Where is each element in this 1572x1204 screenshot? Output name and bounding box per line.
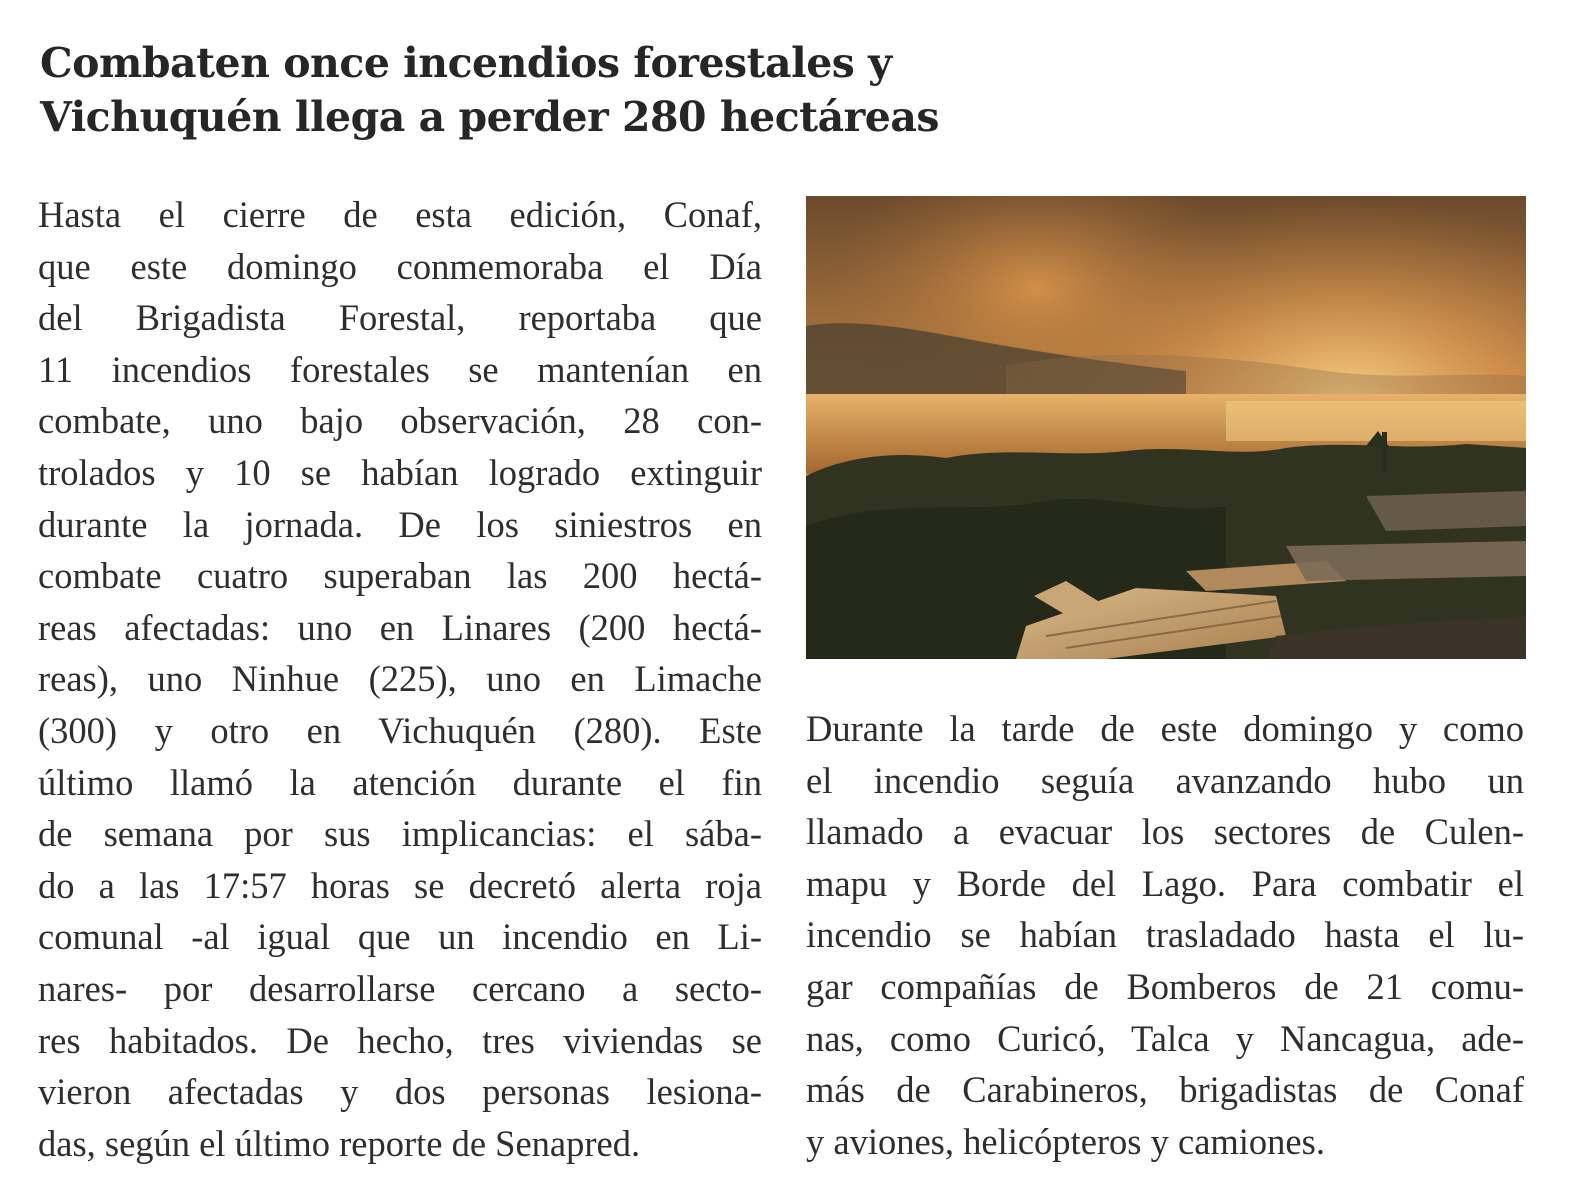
body-line: comunal -al igual que un incendio en Li- [38, 916, 762, 958]
article-body-right-column [806, 703, 1524, 1167]
body-line: gar compañías de Bomberos de 21 comu- [806, 965, 1524, 1007]
article-body-left-column [38, 189, 762, 1169]
body-line: combate, uno bajo observación, 28 con- [38, 400, 762, 442]
body-line: nas, como Curicó, Talca y Nancagua, ade- [806, 1017, 1524, 1059]
body-line: vieron afectadas y dos personas lesiona- [38, 1071, 762, 1113]
body-line: llamado a evacuar los sectores de Culen- [806, 811, 1524, 853]
body-line: das, según el último reporte de Senapred. [38, 1122, 641, 1164]
body-line: último llamó la atención durante el fin [38, 761, 762, 803]
body-line: del Brigadista Forestal, reportaba que [38, 297, 762, 339]
body-line: y aviones, helicópteros y camiones. [806, 1120, 1325, 1162]
body-line: nares- por desarrollarse cercano a secto- [38, 967, 762, 1009]
body-line: reas afectadas: uno en Linares (200 hectá- [38, 606, 762, 648]
body-line: Durante la tarde de este domingo y como [806, 708, 1524, 749]
body-line: reas), uno Ninhue (225), uno en Limache [38, 658, 762, 700]
body-line: mapu y Borde del Lago. Para combatir el [806, 862, 1524, 904]
body-line: que este domingo conmemoraba el Día [38, 245, 762, 287]
body-line: res habitados. De hecho, tres viviendas se [38, 1019, 762, 1061]
body-line: de semana por sus implicancias: el sába- [38, 813, 762, 855]
body-line: durante la jornada. De los siniestros en [38, 503, 762, 545]
article-headline [40, 36, 1040, 144]
body-line: trolados y 10 se habían logrado extinguir [38, 451, 762, 493]
body-line: Hasta el cierre de esta edición, Conaf, [38, 194, 762, 235]
body-line: incendio se habían trasladado hasta el lu- [806, 914, 1524, 956]
headline-line: Combaten once incendios forestales y [40, 39, 892, 87]
headline-line: Vichuquén llega a perder 280 hectáreas [40, 93, 940, 141]
wildfire-lake-photo [806, 196, 1526, 659]
body-line: combate cuatro superaban las 200 hectá- [38, 555, 762, 597]
body-line: 11 incendios forestales se mantenían en [38, 348, 762, 390]
body-line: do a las 17:57 horas se decretó alerta roja [38, 864, 762, 906]
body-line: más de Carabineros, brigadistas de Conaf [806, 1069, 1524, 1111]
body-line: el incendio seguía avanzando hubo un [806, 759, 1524, 801]
body-line: (300) y otro en Vichuquén (280). Este [38, 709, 762, 751]
